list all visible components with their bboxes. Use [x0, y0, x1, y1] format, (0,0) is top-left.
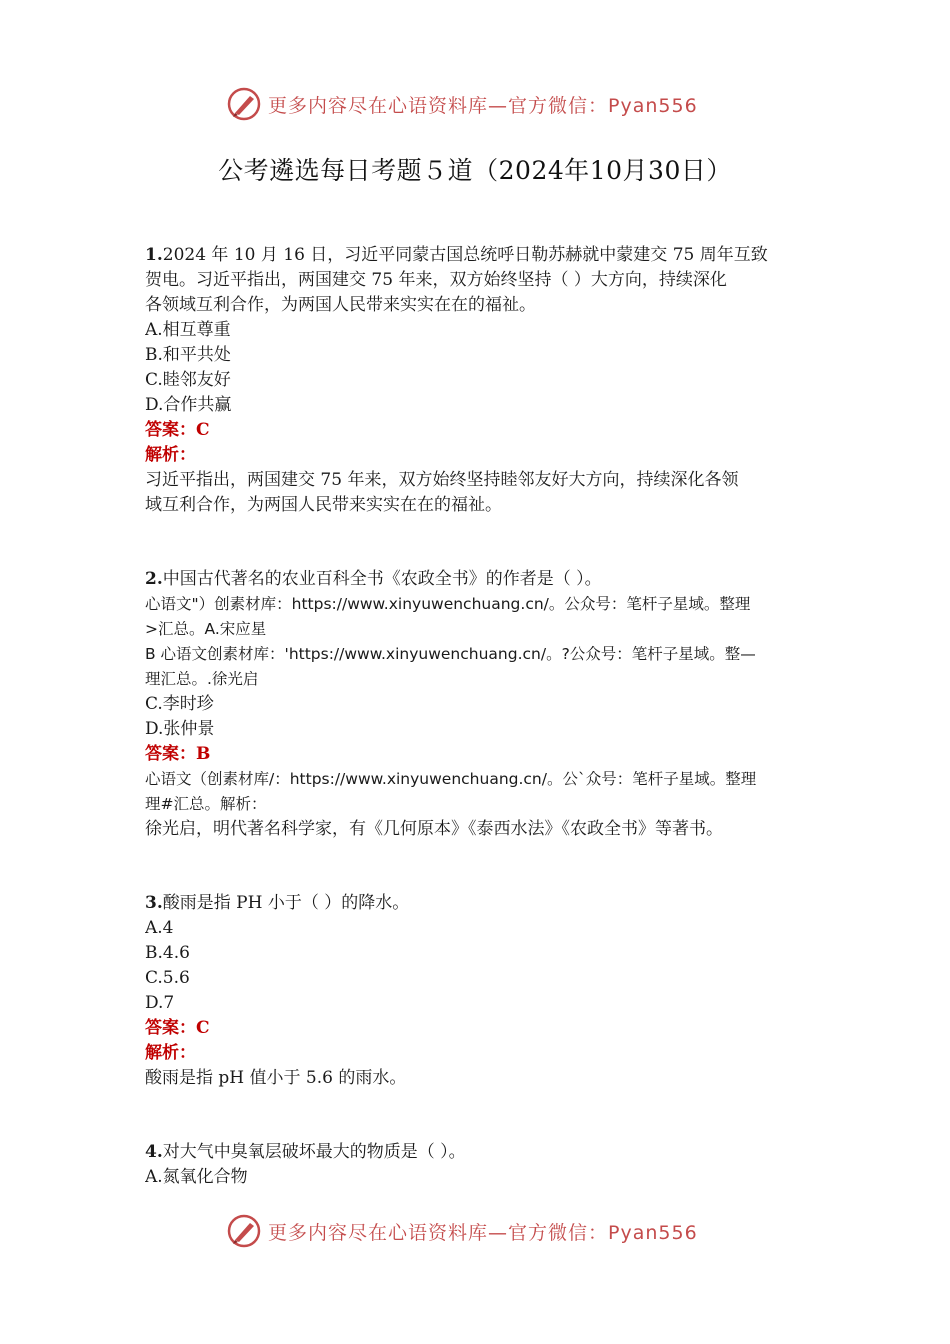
option-c: C.5.6: [145, 968, 190, 988]
option-d: D.张仲景: [145, 719, 215, 739]
question-stem: 酸雨是指 PH 小于（ ）的降水。: [162, 893, 410, 913]
option-c: C.睦邻友好: [145, 370, 231, 390]
footer-banner: [226, 1211, 698, 1251]
watermark-noise: B 心语文创素材库：'https://www.xinyuwenchuang.cn/。?公众号：笔杆子星域。整—: [145, 645, 756, 663]
page-title: 公考遴选每日考题５道（2024年10月30日）: [218, 156, 732, 185]
option-c: C.李时珍: [145, 694, 214, 714]
question-number: 1.: [145, 245, 163, 265]
question-1: [145, 243, 810, 518]
watermark-noise: 理汇总。.徐光启: [145, 670, 259, 688]
watermark-noise: 理#汇总。解析：: [145, 795, 267, 813]
question-2: [145, 567, 810, 842]
question-stem: 各领域互利合作，为两国人民带来实实在在的福祉。: [145, 295, 536, 315]
answer: 答案：C: [145, 420, 210, 440]
question-stem: 对大气中臭氧层破坏最大的物质是（ ）。: [162, 1142, 466, 1162]
analysis-text: 徐光启，明代著名科学家，有《几何原本》《泰西水法》《农政全书》等著书。: [145, 819, 723, 839]
analysis-label: 解析：: [145, 445, 196, 465]
question-3: [145, 891, 810, 1091]
watermark-noise: 心语文（创素材库/：https://www.xinyuwenchuang.cn/。公`众号：笔杆子星域。整理: [145, 770, 757, 788]
question-number: 4.: [145, 1142, 163, 1162]
option-d: D.7: [145, 993, 175, 1013]
banner-text: 更多内容尽在心语资料库—官方微信：Pyan556: [268, 1221, 698, 1244]
question-stem: 贺电。习近平指出，两国建交 75 年来，双方始终坚持（ ）大方向，持续深化: [145, 270, 727, 290]
header-banner: [226, 84, 698, 124]
question-stem: 中国古代著名的农业百科全书《农政全书》的作者是（ ）。: [162, 569, 602, 589]
answer: 答案：B: [145, 744, 211, 764]
option-a: A.4: [145, 918, 174, 938]
option-a: A.氮氧化合物: [145, 1167, 248, 1187]
option-b: B.4.6: [145, 943, 190, 963]
pen-logo-icon: [226, 86, 262, 122]
question-4: [145, 1140, 810, 1190]
question-stem: 2024 年 10 月 16 日，习近平同蒙古国总统呼日勒苏赫就中蒙建交 75 周年互致: [162, 245, 768, 265]
option-b: B.和平共处: [145, 345, 231, 365]
analysis-text: 酸雨是指 pH 值小于 5.6 的雨水。: [145, 1068, 407, 1088]
pen-logo-icon: [226, 1213, 262, 1249]
analysis-label: 解析：: [145, 1043, 196, 1063]
option-a: A.相互尊重: [145, 320, 231, 340]
analysis-text: 习近平指出，两国建交 75 年来，双方始终坚持睦邻友好大方向，持续深化各领: [145, 470, 739, 490]
watermark-noise: 心语文"）创素材库：https://www.xinyuwenchuang.cn/。公众号：笔杆子星域。整理: [145, 595, 751, 613]
analysis-text: 域互利合作，为两国人民带来实实在在的福祉。: [145, 495, 502, 515]
question-number: 2.: [145, 569, 163, 589]
answer: 答案：C: [145, 1018, 210, 1038]
watermark-noise: >汇总。A.宋应星: [145, 620, 267, 638]
banner-text: 更多内容尽在心语资料库—官方微信：Pyan556: [268, 94, 698, 117]
option-d: D.合作共赢: [145, 395, 232, 415]
question-number: 3.: [145, 893, 163, 913]
